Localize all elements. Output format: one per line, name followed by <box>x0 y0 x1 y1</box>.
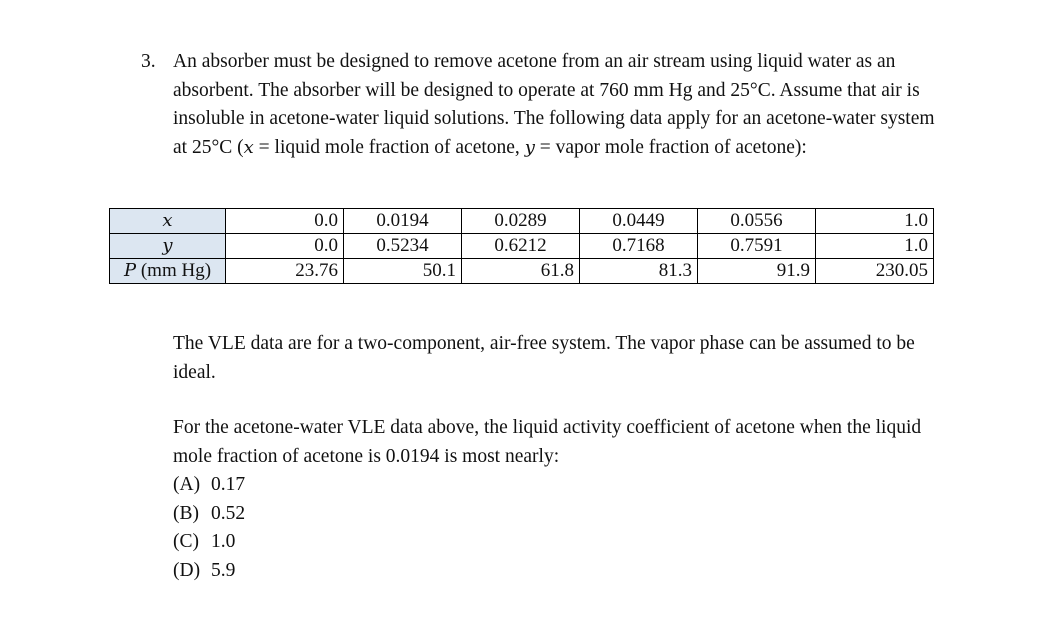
table-cell: 0.0 <box>226 234 344 259</box>
x-symbol: x <box>243 136 254 158</box>
problem-statement <box>173 48 943 162</box>
table-cell: 0.0289 <box>462 209 580 234</box>
choice-c: (C) 1.0 <box>173 531 236 552</box>
table-cell: 61.8 <box>462 259 580 284</box>
vle-data-table <box>109 208 934 284</box>
table-cell: 0.6212 <box>462 234 580 259</box>
problem-number: 3. <box>141 51 156 72</box>
table-cell: 0.7168 <box>580 234 698 259</box>
choice-b: (B) 0.52 <box>173 502 246 524</box>
table-cell: 0.0194 <box>344 209 462 234</box>
table-cell: 0.5234 <box>344 234 462 259</box>
table-cell: 81.3 <box>580 259 698 284</box>
question-stem: For the acetone-water VLE data above, the liquid activity coefficient of acetone when the liquid mole fraction of acetone is 0.0194 is most nearly: <box>173 417 922 467</box>
table-cell: 0.7591 <box>698 234 816 259</box>
table-cell: 230.05 <box>816 259 934 284</box>
table-cell: 0.0449 <box>580 209 698 234</box>
choice-d: (D) 5.9 <box>173 559 236 581</box>
table-cell: 0.0 <box>226 209 344 234</box>
row-header-pressure: P (mm Hg) <box>110 259 226 284</box>
problem-text-part-1: An absorber must be designed to remove acetone from an air stream using liquid water as an absorbent. The absorber will be designed to operate at 760 mm Hg and 25°C. Assume that air is insoluble in acetone-water liquid solutions. The following data apply for an acetone-water system at 25°C ( <box>173 51 935 158</box>
choice-a: (A) 0.17 <box>173 474 246 495</box>
table-row-pressure <box>110 259 934 284</box>
table-cell: 1.0 <box>816 209 934 234</box>
row-header-y: y <box>110 234 226 259</box>
table-cell: 1.0 <box>816 234 934 259</box>
row-header-x: x <box>110 209 226 234</box>
question <box>173 414 943 585</box>
table-cell: 0.0556 <box>698 209 816 234</box>
problem-text-part-3: = vapor mole fraction of acetone): <box>534 136 807 158</box>
table-row-y <box>110 234 934 259</box>
y-symbol: y <box>524 136 535 158</box>
problem-text-part-2: = liquid mole fraction of acetone, <box>253 136 525 158</box>
table-cell: 50.1 <box>344 259 462 284</box>
table-cell: 91.9 <box>698 259 816 284</box>
table-cell: 23.76 <box>226 259 344 284</box>
vle-note: The VLE data are for a two-component, air-free system. The vapor phase can be assumed to be ideal. <box>173 333 915 383</box>
table-row-x <box>110 209 934 234</box>
